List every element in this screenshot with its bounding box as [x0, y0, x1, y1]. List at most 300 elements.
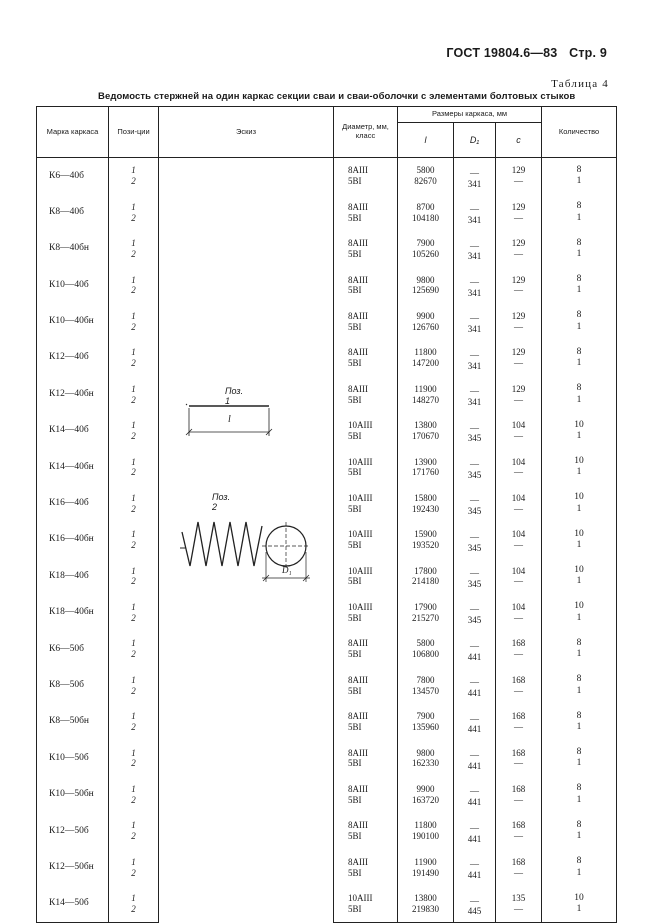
quantity-1: 8 [576, 856, 582, 867]
frame-mark: К18—40бн [37, 595, 109, 631]
d1-value-1: — [470, 458, 479, 469]
position-2: 2 [131, 758, 136, 769]
diameter-2: 5BI [348, 576, 362, 587]
quantity-2: 1 [576, 540, 582, 551]
length-1: 7900 [416, 711, 435, 722]
diameter-1: 8AIII [348, 165, 368, 176]
d1-cell [454, 595, 496, 631]
position-cell [109, 267, 159, 303]
length-1: 7800 [416, 674, 435, 685]
length-1: 5800 [416, 638, 435, 649]
d1-value-1: — [470, 349, 479, 360]
length-1: 5800 [416, 165, 435, 176]
c-cell [496, 886, 542, 923]
position-2: 2 [131, 176, 136, 187]
c-cell [496, 667, 542, 703]
diameter-1: 10AIII [348, 529, 373, 540]
quantity-cell [542, 194, 617, 230]
position-1: 1 [131, 893, 136, 904]
position-2: 2 [131, 430, 136, 441]
position-cell [109, 558, 159, 594]
diameter-2: 5BI [348, 685, 362, 696]
quantity-2: 1 [576, 867, 582, 878]
length-1: 8700 [416, 201, 435, 212]
d1-value-1: — [470, 713, 479, 724]
position-1: 1 [131, 711, 136, 722]
diameter-2: 5BI [348, 248, 362, 259]
c-value-2: — [514, 212, 523, 223]
c-value-2: — [514, 831, 523, 842]
c-cell [496, 376, 542, 412]
d1-cell [454, 704, 496, 740]
position-1: 1 [131, 165, 136, 176]
c-value-1: 129 [511, 238, 526, 249]
d1-cell [454, 449, 496, 485]
diameter-1: 8AIII [348, 638, 368, 649]
c-value-2: — [514, 649, 523, 660]
quantity-2: 1 [576, 467, 582, 478]
diameter-1: 8AIII [348, 238, 368, 249]
length-cell [398, 376, 454, 412]
quantity-1: 8 [576, 310, 582, 321]
frame-mark: К12—50б [37, 813, 109, 849]
c-value-1: 168 [511, 638, 526, 649]
diameter-cell [334, 849, 398, 885]
quantity-2: 1 [576, 394, 582, 405]
c-value-2: — [514, 794, 523, 805]
quantity-cell [542, 558, 617, 594]
diameter-2: 5BI [348, 430, 362, 441]
position-2: 2 [131, 540, 136, 551]
c-cell [496, 558, 542, 594]
quantity-2: 1 [576, 358, 582, 369]
d1-value-2: 341 [467, 214, 482, 225]
c-value-2: — [514, 248, 523, 259]
diameter-cell [334, 231, 398, 267]
d1-value-2: 441 [467, 651, 482, 662]
quantity-cell [542, 777, 617, 813]
page-number: Стр. 9 [569, 46, 607, 60]
frame-mark: К8—40б [37, 194, 109, 230]
quantity-2: 1 [576, 649, 582, 660]
length-cell [398, 595, 454, 631]
d1-cell [454, 304, 496, 340]
length-cell [398, 704, 454, 740]
quantity-2: 1 [576, 576, 582, 587]
length-cell [398, 631, 454, 667]
length-1: 9900 [416, 310, 435, 321]
position-cell [109, 340, 159, 376]
length-2: 104180 [412, 212, 439, 223]
diameter-1: 8AIII [348, 674, 368, 685]
quantity-2: 1 [576, 503, 582, 514]
position-1: 1 [131, 347, 136, 358]
pos2-dimension-label: D₁ [282, 565, 292, 575]
position-2: 2 [131, 722, 136, 733]
diameter-cell [334, 486, 398, 522]
d1-value-2: 345 [467, 469, 482, 480]
quantity-1: 8 [576, 747, 582, 758]
length-cell [398, 667, 454, 703]
col-header-mark: Марка каркаса [37, 107, 109, 158]
position-cell [109, 631, 159, 667]
quantity-2: 1 [576, 248, 582, 259]
length-2: 191490 [412, 867, 439, 878]
c-value-2: — [514, 321, 523, 332]
quantity-1: 8 [576, 674, 582, 685]
position-2: 2 [131, 248, 136, 259]
c-value-2: — [514, 467, 523, 478]
quantity-2: 1 [576, 794, 582, 805]
col-header-pos: Пози-ции [109, 107, 159, 158]
length-1: 17900 [414, 602, 437, 613]
frame-mark: К12—40б [37, 340, 109, 376]
position-1: 1 [131, 674, 136, 685]
d1-value-2: 441 [467, 760, 482, 771]
diameter-1: 10AIII [348, 602, 373, 613]
position-1: 1 [131, 492, 136, 503]
quantity-1: 8 [576, 819, 582, 830]
d1-value-2: 345 [467, 615, 482, 626]
position-1: 1 [131, 784, 136, 795]
quantity-1: 8 [576, 637, 582, 648]
d1-value-2: 341 [467, 396, 482, 407]
d1-cell [454, 631, 496, 667]
position-1: 1 [131, 602, 136, 613]
quantity-cell [542, 886, 617, 923]
diameter-cell [334, 886, 398, 923]
length-2: 134570 [412, 685, 439, 696]
d1-cell [454, 813, 496, 849]
c-cell [496, 849, 542, 885]
length-1: 11800 [414, 820, 437, 831]
d1-value-1: — [470, 240, 479, 251]
quantity-2: 1 [576, 831, 582, 842]
c-cell [496, 158, 542, 195]
diameter-2: 5BI [348, 176, 362, 187]
d1-value-2: 341 [467, 287, 482, 298]
c-cell [496, 631, 542, 667]
length-1: 7900 [416, 238, 435, 249]
col-header-diam: Диаметр, мм, класс [334, 107, 398, 158]
quantity-2: 1 [576, 321, 582, 332]
length-2: 162330 [412, 758, 439, 769]
gost-number: ГОСТ 19804.6—83 [446, 46, 558, 60]
diameter-2: 5BI [348, 467, 362, 478]
length-1: 13900 [414, 456, 437, 467]
diameter-cell [334, 704, 398, 740]
col-header-sketch: Эскиз [159, 107, 334, 158]
diameter-cell [334, 777, 398, 813]
d1-value-1: — [470, 313, 479, 324]
d1-value-2: 445 [467, 906, 482, 917]
c-value-2: — [514, 904, 523, 914]
c-value-1: 104 [511, 492, 526, 503]
d1-cell [454, 522, 496, 558]
c-value-2: — [514, 612, 523, 623]
d1-cell [454, 558, 496, 594]
d1-value-1: — [470, 531, 479, 542]
position-1: 1 [131, 456, 136, 467]
length-1: 9800 [416, 747, 435, 758]
position-2: 2 [131, 358, 136, 369]
frame-mark: К10—40б [37, 267, 109, 303]
c-value-1: 168 [511, 784, 526, 795]
length-1: 11900 [414, 383, 437, 394]
c-cell [496, 740, 542, 776]
diameter-cell [334, 194, 398, 230]
c-value-2: — [514, 285, 523, 296]
diameter-cell [334, 558, 398, 594]
d1-value-2: 441 [467, 797, 482, 808]
length-cell [398, 304, 454, 340]
c-cell [496, 486, 542, 522]
diameter-cell [334, 522, 398, 558]
position-2: 2 [131, 867, 136, 878]
quantity-2: 1 [576, 285, 582, 296]
length-1: 15800 [414, 492, 437, 503]
length-cell [398, 194, 454, 230]
diameter-2: 5BI [348, 831, 362, 842]
c-value-1: 129 [511, 274, 526, 285]
d1-value-2: 441 [467, 833, 482, 844]
quantity-cell [542, 740, 617, 776]
position-1: 1 [131, 565, 136, 576]
d1-value-2: 345 [467, 578, 482, 589]
length-1: 17800 [414, 565, 437, 576]
d1-value-1: — [470, 640, 479, 651]
position-2: 2 [131, 394, 136, 405]
d1-value-1: — [470, 204, 479, 215]
position-1: 1 [131, 201, 136, 212]
length-2: 215270 [412, 612, 439, 623]
pos2-label: Поз. 2 [212, 492, 231, 512]
quantity-2: 1 [576, 430, 582, 441]
length-cell [398, 813, 454, 849]
position-cell [109, 667, 159, 703]
d1-value-2: 341 [467, 360, 482, 371]
length-2: 192430 [412, 503, 439, 514]
quantity-1: 8 [576, 273, 582, 284]
quantity-cell [542, 158, 617, 195]
quantity-cell [542, 413, 617, 449]
frame-mark: К14—40бн [37, 449, 109, 485]
c-cell [496, 267, 542, 303]
c-cell [496, 340, 542, 376]
length-1: 11900 [414, 856, 437, 867]
length-2: 126760 [412, 321, 439, 332]
position-cell [109, 231, 159, 267]
d1-cell [454, 194, 496, 230]
diameter-1: 10AIII [348, 492, 373, 503]
quantity-cell [542, 340, 617, 376]
diameter-1: 10AIII [348, 420, 373, 431]
length-2: 125690 [412, 285, 439, 296]
length-2: 135960 [412, 722, 439, 733]
c-cell [496, 777, 542, 813]
position-2: 2 [131, 467, 136, 478]
length-cell [398, 740, 454, 776]
quantity-1: 10 [574, 455, 584, 466]
c-cell [496, 704, 542, 740]
d1-value-1: — [470, 276, 479, 287]
c-value-1: 129 [511, 201, 526, 212]
length-cell [398, 267, 454, 303]
diameter-1: 10AIII [348, 456, 373, 467]
c-value-1: 104 [511, 602, 526, 613]
c-value-2: — [514, 722, 523, 733]
length-1: 15900 [414, 529, 437, 540]
length-2: 193520 [412, 540, 439, 551]
diameter-cell [334, 740, 398, 776]
d1-cell [454, 267, 496, 303]
position-1: 1 [131, 638, 136, 649]
diameter-1: 10AIII [348, 893, 373, 904]
frame-mark: К10—50б [37, 740, 109, 776]
quantity-cell [542, 813, 617, 849]
quantity-cell [542, 631, 617, 667]
diameter-1: 8AIII [348, 274, 368, 285]
diameter-2: 5BI [348, 758, 362, 769]
d1-value-2: 341 [467, 251, 482, 262]
position-1: 1 [131, 310, 136, 321]
c-cell [496, 231, 542, 267]
length-cell [398, 340, 454, 376]
position-2: 2 [131, 649, 136, 660]
frame-mark: К8—50бн [37, 704, 109, 740]
length-cell [398, 558, 454, 594]
c-cell [496, 449, 542, 485]
diameter-2: 5BI [348, 649, 362, 660]
diameter-1: 8AIII [348, 310, 368, 321]
diameter-2: 5BI [348, 321, 362, 332]
diameter-2: 5BI [348, 612, 362, 623]
c-value-1: 168 [511, 820, 526, 831]
d1-cell [454, 486, 496, 522]
col-header-l: l [398, 123, 454, 158]
position-cell [109, 486, 159, 522]
d1-value-1: — [470, 750, 479, 761]
d1-value-1: — [470, 386, 479, 397]
frame-mark: К8—40бн [37, 231, 109, 267]
frame-mark: К12—50бн [37, 849, 109, 885]
quantity-2: 1 [576, 722, 582, 733]
quantity-cell [542, 376, 617, 412]
position-2: 2 [131, 794, 136, 805]
c-value-2: — [514, 503, 523, 514]
length-2: 170670 [412, 430, 439, 441]
length-2: 106800 [412, 649, 439, 660]
table-title: Ведомость стержней на один каркас секции сваи и сваи-оболочки с элементами болтовых стыков [98, 91, 576, 102]
quantity-1: 8 [576, 783, 582, 794]
length-2: 148270 [412, 394, 439, 405]
frame-mark: К12—40бн [37, 376, 109, 412]
quantity-2: 1 [576, 758, 582, 769]
diameter-2: 5BI [348, 212, 362, 223]
straight-bar-drawing [183, 394, 283, 454]
position-2: 2 [131, 285, 136, 296]
quantity-cell [542, 849, 617, 885]
quantity-cell [542, 267, 617, 303]
pos1-dimension-label: l [228, 414, 231, 425]
frame-mark: К10—40бн [37, 304, 109, 340]
c-value-1: 104 [511, 565, 526, 576]
length-2: 163720 [412, 794, 439, 805]
d1-cell [454, 413, 496, 449]
quantity-1: 10 [574, 492, 584, 503]
quantity-1: 8 [576, 346, 582, 357]
diameter-2: 5BI [348, 285, 362, 296]
position-cell [109, 304, 159, 340]
d1-value-2: 345 [467, 542, 482, 553]
quantity-cell [542, 486, 617, 522]
d1-value-1: — [470, 786, 479, 797]
diameter-1: 8AIII [348, 747, 368, 758]
d1-value-2: 341 [467, 178, 482, 189]
position-2: 2 [131, 831, 136, 842]
position-1: 1 [131, 383, 136, 394]
c-value-1: 104 [511, 456, 526, 467]
position-cell [109, 849, 159, 885]
c-value-2: — [514, 176, 523, 187]
col-header-qty: Количество [542, 107, 617, 158]
diameter-cell [334, 376, 398, 412]
d1-value-1: — [470, 677, 479, 688]
diameter-cell [334, 304, 398, 340]
c-value-1: 129 [511, 310, 526, 321]
quantity-2: 1 [576, 176, 582, 187]
diameter-1: 8AIII [348, 711, 368, 722]
d1-value-1: — [470, 604, 479, 615]
frame-mark: К16—40бн [37, 522, 109, 558]
pos1-label: Поз. 1 [225, 386, 244, 406]
length-2: 105260 [412, 248, 439, 259]
frame-mark: К14—50б [37, 886, 109, 923]
frame-mark: К14—40б [37, 413, 109, 449]
diameter-2: 5BI [348, 867, 362, 878]
diameter-cell [334, 267, 398, 303]
position-cell [109, 449, 159, 485]
position-2: 2 [131, 685, 136, 696]
length-cell [398, 231, 454, 267]
d1-value-2: 341 [467, 324, 482, 335]
c-value-2: — [514, 358, 523, 369]
position-cell [109, 740, 159, 776]
frame-mark: К10—50бн [37, 777, 109, 813]
diameter-cell [334, 631, 398, 667]
position-cell [109, 813, 159, 849]
position-1: 1 [131, 747, 136, 758]
length-2: 147200 [412, 358, 439, 369]
col-header-sizes: Размеры каркаса, мм [398, 107, 542, 123]
diameter-2: 5BI [348, 904, 362, 914]
quantity-1: 8 [576, 383, 582, 394]
length-2: 82670 [414, 176, 437, 187]
diameter-cell [334, 413, 398, 449]
quantity-2: 1 [576, 904, 582, 914]
position-cell [109, 595, 159, 631]
frame-mark: К6—40б [37, 158, 109, 195]
quantity-2: 1 [576, 612, 582, 623]
diameter-2: 5BI [348, 358, 362, 369]
d1-value-1: — [470, 495, 479, 506]
c-value-2: — [514, 540, 523, 551]
diameter-1: 8AIII [348, 784, 368, 795]
c-value-2: — [514, 576, 523, 587]
position-2: 2 [131, 503, 136, 514]
quantity-1: 10 [574, 601, 584, 612]
quantity-1: 8 [576, 710, 582, 721]
